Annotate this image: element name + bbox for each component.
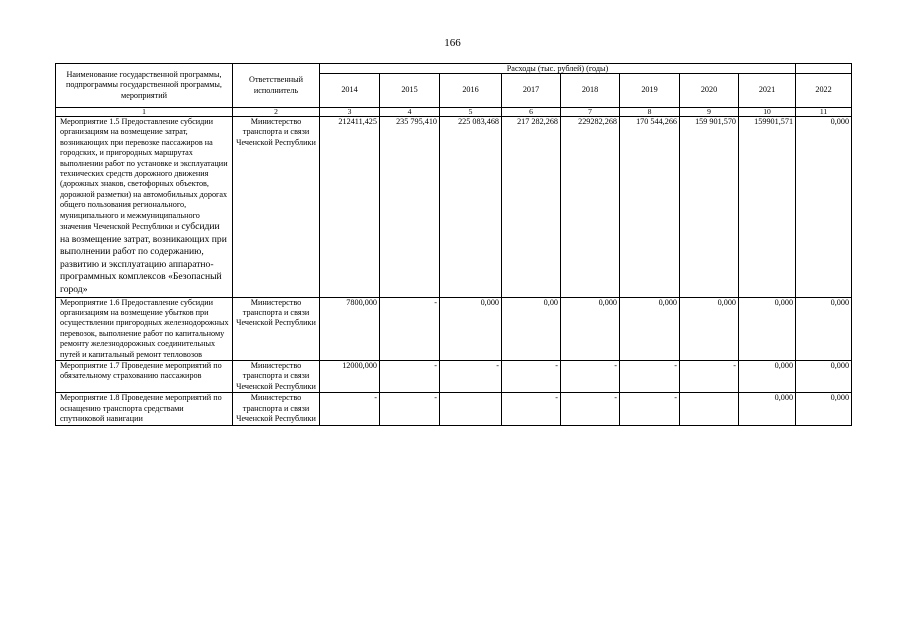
value-cell: - — [620, 393, 680, 425]
value-cell: - — [561, 361, 620, 393]
value-cell: - — [380, 297, 440, 360]
column-number: 5 — [440, 108, 502, 117]
value-cell: 229282,268 — [561, 117, 620, 298]
header-expenses-group: Расходы (тыс. рублей) (годы) — [320, 64, 796, 74]
value-cell: - — [502, 361, 561, 393]
header-year: 2022 — [796, 74, 852, 108]
column-number: 4 — [380, 108, 440, 117]
column-number: 6 — [502, 108, 561, 117]
measure-name-cell: Мероприятие 1.6 Предоставление субсидии организациям на возмещение убытков при осуществлении пригородных железнодорожных перевозок, выполнение работ по капитальному ремонту железнодорожных соединительных путей и капитальный ремонт тепловозов — [56, 297, 233, 360]
value-cell: - — [502, 393, 561, 425]
value-cell: 0,000 — [796, 393, 852, 425]
table-row — [56, 297, 852, 360]
executor-cell: Министерство транспорта и связи Чеченской Республики — [233, 393, 320, 425]
value-cell — [440, 393, 502, 425]
value-cell: 12000,000 — [320, 361, 380, 393]
column-number: 10 — [739, 108, 796, 117]
header-executor-column: Ответственный исполнитель — [233, 64, 320, 108]
table-row — [56, 117, 852, 298]
header-name-column: Наименование государственной программы, подпрограммы государственной программы, мероприятий — [56, 64, 233, 108]
header-year: 2020 — [680, 74, 739, 108]
header-year: 2019 — [620, 74, 680, 108]
header-year: 2018 — [561, 74, 620, 108]
value-cell: 235 795,410 — [380, 117, 440, 298]
column-number: 7 — [561, 108, 620, 117]
value-cell: 217 282,268 — [502, 117, 561, 298]
value-cell: 0,000 — [620, 297, 680, 360]
measure-name-cell: Мероприятие 1.7 Проведение мероприятий по обязательному страхованию пассажиров — [56, 361, 233, 393]
value-cell: 0,000 — [680, 297, 739, 360]
column-number: 1 — [56, 108, 233, 117]
value-cell: - — [440, 361, 502, 393]
measure-name-cell: Мероприятие 1.8 Проведение мероприятий по оснащению транспорта средствами спутниковой навигации — [56, 393, 233, 425]
value-cell: 7800,000 — [320, 297, 380, 360]
value-cell: - — [680, 361, 739, 393]
value-cell: - — [320, 393, 380, 425]
value-cell: 0,000 — [739, 297, 796, 360]
column-number: 9 — [680, 108, 739, 117]
value-cell — [680, 393, 739, 425]
executor-cell: Министерство транспорта и связи Чеченской Республики — [233, 361, 320, 393]
column-number: 2 — [233, 108, 320, 117]
value-cell: - — [380, 393, 440, 425]
column-number: 11 — [796, 108, 852, 117]
header-row-1 — [56, 64, 852, 74]
value-cell: 170 544,266 — [620, 117, 680, 298]
column-number-row — [56, 108, 852, 117]
value-cell: 212411,425 — [320, 117, 380, 298]
header-year: 2015 — [380, 74, 440, 108]
column-number: 8 — [620, 108, 680, 117]
value-cell: 159 901,570 — [680, 117, 739, 298]
header-year: 2014 — [320, 74, 380, 108]
value-cell: - — [620, 361, 680, 393]
value-cell: 0,000 — [796, 361, 852, 393]
executor-cell: Министерство транспорта и связи Чеченской Республики — [233, 117, 320, 298]
measure-name-continuation: субсидии на возмещение затрат, возникающих при выполнении работ по содержанию, развитию и эксплуатацию аппаратно-программных комплексов «Безопасный город» — [60, 221, 227, 296]
measure-name-cell — [56, 117, 233, 298]
value-cell: 0,000 — [739, 361, 796, 393]
column-number: 3 — [320, 108, 380, 117]
value-cell: 0,000 — [796, 297, 852, 360]
table-row — [56, 361, 852, 393]
value-cell: 0,000 — [739, 393, 796, 425]
page-number: 166 — [444, 37, 461, 49]
table-row — [56, 393, 852, 425]
value-cell: 0,000 — [561, 297, 620, 360]
header-empty-cell — [796, 64, 852, 74]
value-cell: - — [380, 361, 440, 393]
measure-name: Мероприятие 1.5 Предоставление субсидии организациям на возмещение затрат, возникающих при перевозке пассажиров на городских, и пригородных маршрутах выполнении работ по установке и эксплуатации технических средств дорожного движения (дорожных знаков, светофорных объектов, дорожной разметки) на автомобильных дорогах общего пользования регионального, муниципального и межмуниципального значения Чеченской Республики и — [60, 117, 228, 232]
value-cell: 0,00 — [502, 297, 561, 360]
value-cell: 225 083,468 — [440, 117, 502, 298]
value-cell: 0,000 — [796, 117, 852, 298]
header-year: 2017 — [502, 74, 561, 108]
value-cell: 159901,571 — [739, 117, 796, 298]
value-cell: 0,000 — [440, 297, 502, 360]
header-year: 2021 — [739, 74, 796, 108]
value-cell: - — [561, 393, 620, 425]
header-year: 2016 — [440, 74, 502, 108]
budget-table — [55, 63, 852, 426]
executor-cell: Министерство транспорта и связи Чеченской Республики — [233, 297, 320, 360]
